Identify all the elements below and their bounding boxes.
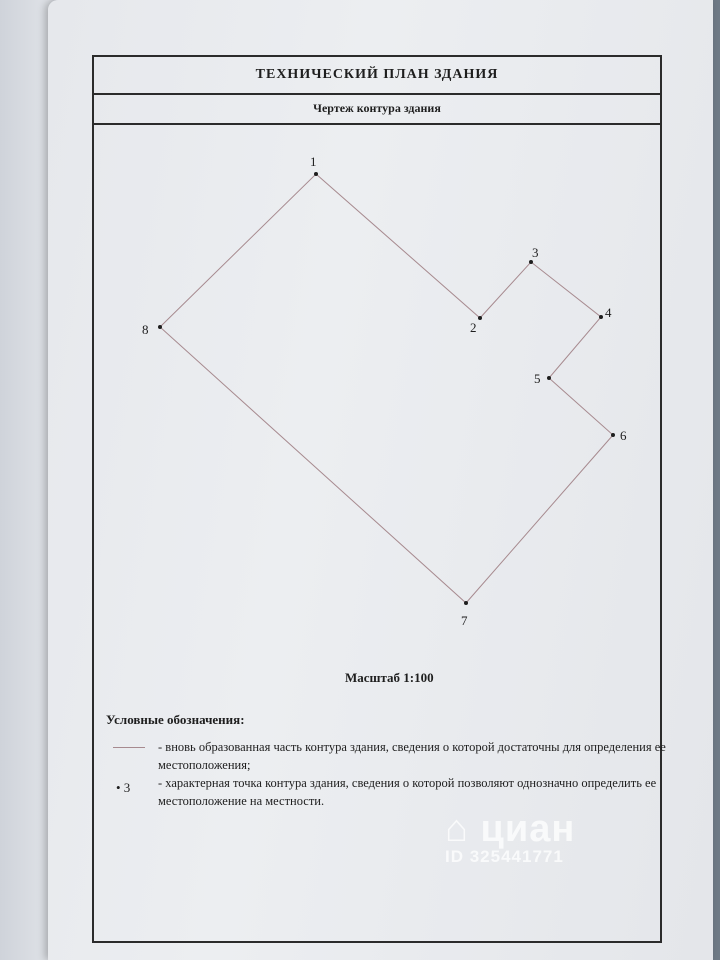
drawing-subtitle: Чертеж контура здания	[94, 93, 660, 125]
watermark-logo: ⌂ циан	[445, 808, 576, 850]
contour-point-5	[547, 376, 551, 380]
legend-line-description: - вновь образованная часть контура здания, сведения о которой достаточны для определения ее местоположения;	[158, 740, 666, 772]
contour-point-label-1: 1	[310, 154, 317, 169]
contour-point-label-7: 7	[461, 613, 468, 628]
legend-point-symbol: • 3	[116, 780, 131, 795]
contour-point-4	[599, 315, 603, 319]
contour-point-label-8: 8	[142, 322, 149, 337]
cian-watermark	[445, 808, 575, 867]
contour-point-1	[314, 172, 318, 176]
contour-point-label-5: 5	[534, 371, 541, 386]
contour-point-6	[611, 433, 615, 437]
contour-point-label-6: 6	[620, 428, 627, 443]
contour-point-3	[529, 260, 533, 264]
building-contour-line	[160, 174, 613, 603]
watermark-id: ID 325441771	[445, 847, 564, 866]
contour-point-8	[158, 325, 162, 329]
contour-point-label-3: 3	[532, 245, 539, 260]
contour-point-label-4: 4	[605, 305, 612, 320]
legend-line-symbol	[113, 747, 145, 748]
document-title: ТЕХНИЧЕСКИЙ ПЛАН ЗДАНИЯ	[94, 57, 660, 95]
legend-title: Условные обозначения:	[106, 712, 245, 727]
contour-point-2	[478, 316, 482, 320]
contour-point-7	[464, 601, 468, 605]
legend-point-description: - характерная точка контура здания, сведения о которой позволяют однозначно определить ее местоположение на местности.	[158, 776, 657, 808]
scale-label: Масштаб 1:100	[345, 670, 434, 685]
contour-point-label-2: 2	[470, 320, 477, 335]
